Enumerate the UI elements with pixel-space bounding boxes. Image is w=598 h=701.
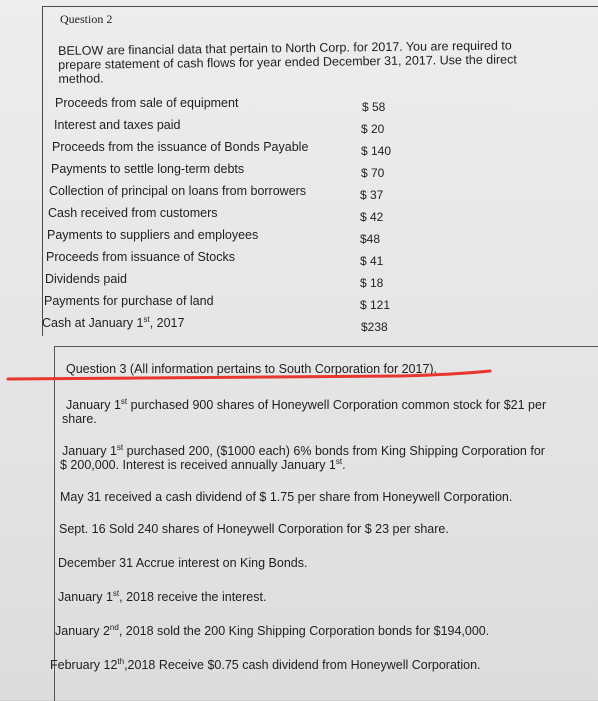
item-value: $238: [361, 320, 388, 334]
event-jan-1-stock-purchase: January 1st purchased 900 shares of Honeywell Corporation common stock for $21 per: [66, 396, 547, 412]
item-value: $ 58: [362, 100, 386, 114]
item-label: Cash received from customers: [48, 206, 218, 220]
item-value: $ 42: [360, 210, 384, 224]
item-label: Payments to suppliers and employees: [47, 228, 259, 242]
event-jan-1-bond-purchase: January 1st purchased 200, ($1000 each) 6% bonds from King Shipping Corporation for: [62, 442, 545, 458]
question-2-left-border: [42, 6, 43, 336]
item-label: Payments to settle long-term debts: [51, 162, 245, 176]
item-label: Dividends paid: [45, 272, 127, 286]
item-value: $ 37: [360, 188, 384, 202]
item-value: $ 70: [361, 166, 385, 180]
red-underline-mark: [0, 360, 598, 390]
item-value: $48: [360, 232, 381, 246]
event-may-31-dividend: May 31 received a cash dividend of $ 1.75 per share from Honeywell Corporation.: [60, 490, 513, 504]
item-value: $ 140: [361, 144, 392, 158]
item-label: Proceeds from issuance of Stocks: [46, 250, 235, 264]
event-feb-12-2018-dividend: February 12th,2018 Receive $0.75 cash dividend from Honeywell Corporation.: [50, 656, 481, 672]
item-label: Proceeds from sale of equipment: [55, 96, 239, 110]
event-jan-1-stock-purchase-line2: share.: [62, 412, 97, 426]
event-jan-1-2018-interest: January 1st, 2018 receive the interest.: [58, 588, 267, 604]
item-label: Cash at January 1st, 2017: [42, 314, 185, 330]
item-label: Collection of principal on loans from borrowers: [49, 184, 307, 198]
item-label: Interest and taxes paid: [54, 118, 181, 132]
question-2-title: Question 2: [60, 12, 113, 26]
item-label: Proceeds from the issuance of Bonds Payable: [52, 140, 309, 154]
instructions-line-1: BELOW are financial data that pertain to North Corp. for 2017. You are required to: [58, 38, 512, 58]
item-value: $ 121: [360, 298, 391, 312]
item-label: Payments for purchase of land: [44, 294, 214, 308]
question-2-instructions: [58, 38, 538, 86]
event-sept-16-sale: Sept. 16 Sold 240 shares of Honeywell Corporation for $ 23 per share.: [59, 522, 449, 536]
question-3-title: Question 3 (All information pertains to South Corporation for 2017).: [66, 362, 438, 376]
question-2-top-border: [42, 6, 598, 7]
instructions-line-2: prepare statement of cash flows for year ended December 31, 2017. Use the direct: [58, 52, 517, 72]
event-dec-31-accrue: December 31 Accrue interest on King Bonds.: [58, 556, 308, 570]
instructions-line-3: method.: [58, 71, 104, 86]
item-value: $ 20: [361, 122, 385, 136]
event-jan-1-bond-purchase-line2: $ 200,000. Interest is received annually January 1st.: [60, 456, 346, 472]
item-value: $ 18: [360, 276, 384, 290]
event-jan-2-2018-bond-sale: January 2nd, 2018 sold the 200 King Shipping Corporation bonds for $194,000.: [55, 622, 490, 638]
item-value: $ 41: [360, 254, 384, 268]
